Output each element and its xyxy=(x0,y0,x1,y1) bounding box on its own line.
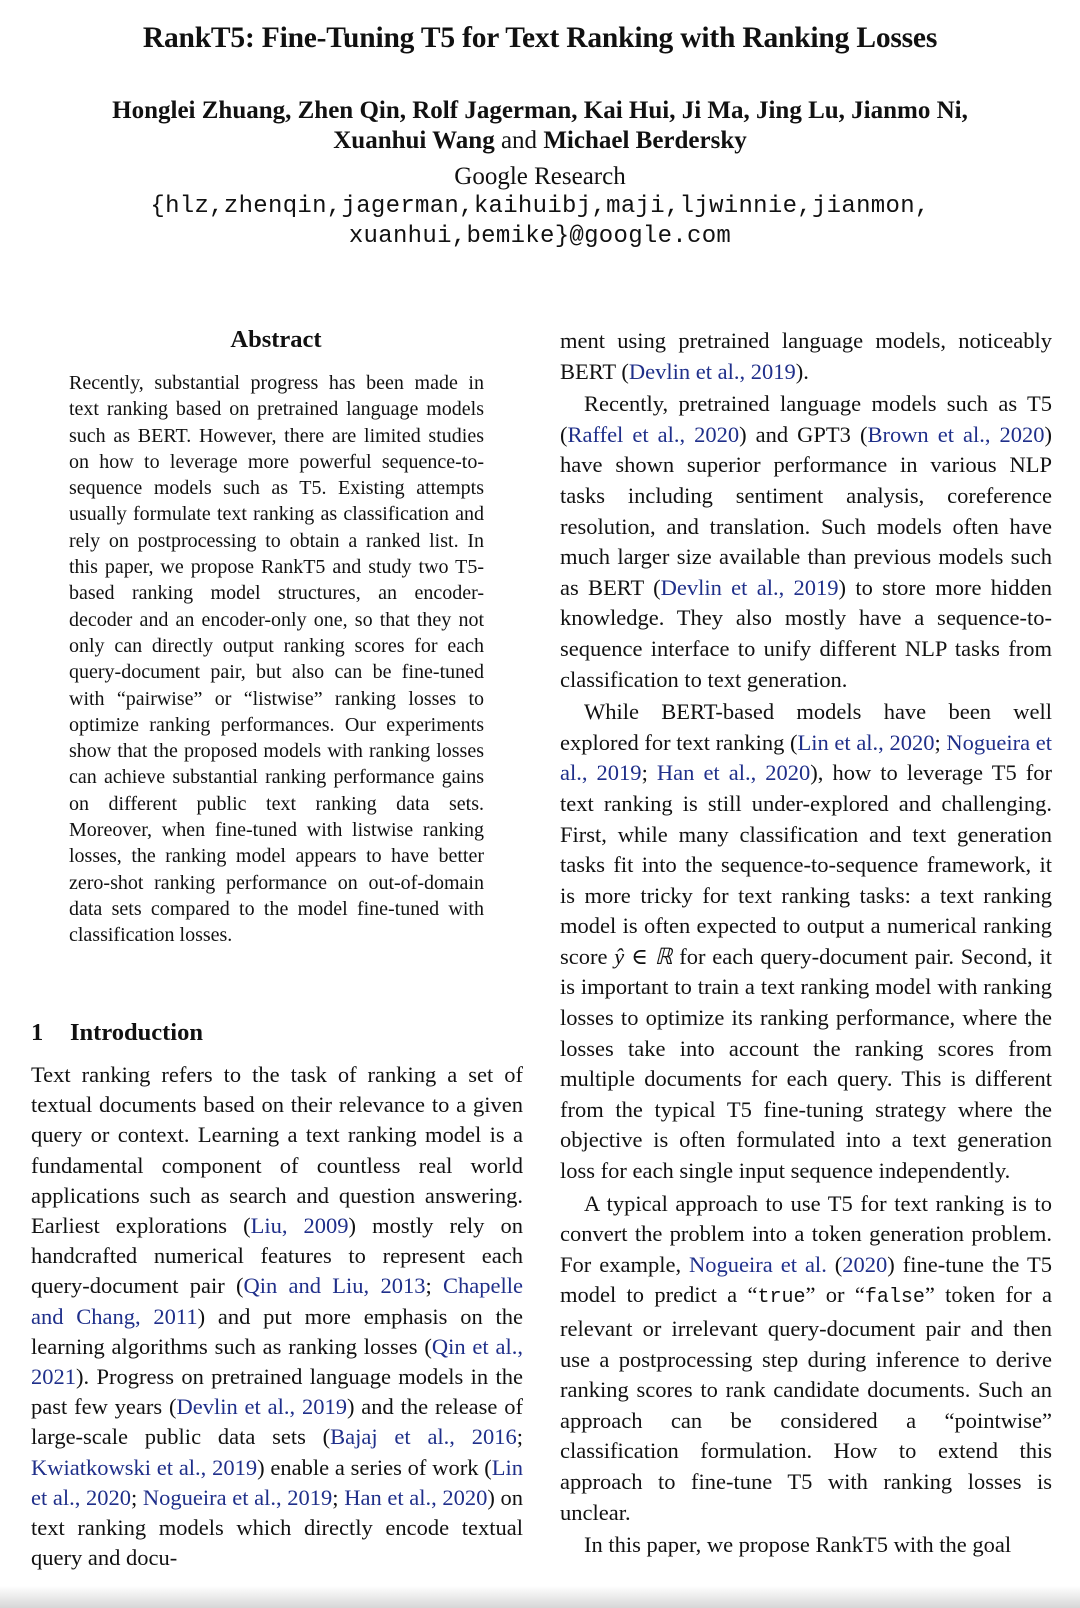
citation-link[interactable]: Lin et al., 2020 xyxy=(31,1454,523,1510)
citation-link[interactable]: 2020 xyxy=(842,1251,888,1277)
citation-link[interactable]: Devlin et al., 2019 xyxy=(628,358,796,384)
section-heading-introduction xyxy=(31,1019,203,1047)
citation-link[interactable]: Nogueira et al., 2019 xyxy=(142,1484,333,1510)
citation-link[interactable]: Lin et al., 2020 xyxy=(797,729,935,755)
citation-link[interactable]: Qin and Liu, 2013 xyxy=(243,1273,426,1299)
citation-link[interactable]: Nogueira et al., 2019 xyxy=(560,729,1052,786)
abstract-body: Recently, substantial progress has been made in text ranking based on pretrained language models such as BERT. However, there are limited studies on how to leverage more powerful sequence-to-sequence models such as T5. Existing attempts usually formulate text ranking as classification and rely on postprocessing to obtain a ranked list. In this paper, we propose RankT5 and study two T5-based ranking model structures, an encoder-decoder and an encoder-only one, so that they not only can directly output ranking scores for each query-document pair, but also can be fine-tuned with “pairwise” or “listwise” ranking losses to optimize ranking performances. Our experiments show that the proposed models with ranking losses can achieve substantial ranking performance gains on different public text ranking data sets. Moreover, when fine-tuned with listwise ranking losses, the ranking model appears to have better zero-shot ranking performance on out-of-domain data sets compared to the model fine-tuned with classification losses. xyxy=(69,372,484,947)
author-name: Xuanhui Wang xyxy=(333,127,495,154)
citation-link[interactable]: Devlin et al., 2019 xyxy=(176,1394,347,1420)
email-line-2: xuanhui,bemike}@google.com xyxy=(348,223,732,250)
author-list-line-1: Honglei Zhuang, Zhen Qin, Rolf Jagerman, Kai Hui, Ji Ma, Jing Lu, Jianmo Ni, xyxy=(112,97,968,124)
introduction-paragraph-3: While BERT-based models have been well explored for text ranking (Lin et al., 2020; Nogueira et al., 2019; Han et al., 2020), how to leverage T5 for text ranking is still under-explored and challenging. First, while many classification and text generation tasks fit into the sequence-to-sequence framework, it is more tricky for text ranking tasks: a text ranking model is often expected to output a numerical ranking score ŷ ∈ ℝ for each query-document pair. Second, it is important to train a text ranking model with ranking losses to optimize its ranking performance, where the losses take into account the ranking scores from multiple documents for each query. This is different from the typical T5 fine-tuning strategy where the objective is often formulated into a text generation loss for each single input sequence independently. xyxy=(560,699,1052,1184)
code-token-true: true xyxy=(757,1286,806,1310)
page-bottom-shadow xyxy=(0,1586,1080,1608)
section-title: Introduction xyxy=(70,1019,203,1046)
email-line-1: {hlz,zhenqin,jagerman,kaihuibj,maji,ljwinnie,jianmon, xyxy=(150,193,930,220)
citation-link[interactable]: Nogueira et al. xyxy=(689,1251,827,1277)
citation-link[interactable]: Han et al., 2020 xyxy=(656,760,811,786)
citation-link[interactable]: Liu, 2009 xyxy=(250,1213,349,1239)
math-expression: ŷ ∈ ℝ xyxy=(614,943,673,969)
introduction-paragraph-4: A typical approach to use T5 for text ranking is to convert the problem into a token generation problem. For example, Nogueira et al. (2020) fine-tune the T5 model to predict a “true” or “false” token for a relevant or irrelevant query-document pair and then use a postprocessing step during inference to derive ranking scores to rank candidate documents. Such an approach can be considered a “pointwise” classification formulation. How to extend this approach to fine-tune T5 with ranking losses is unclear. xyxy=(560,1190,1052,1525)
introduction-paragraph-1-continued: ment using pretrained language models, noticeably BERT (Devlin et al., 2019). xyxy=(560,328,1052,384)
code-token-false: false xyxy=(864,1286,925,1310)
citation-link[interactable]: Kwiatkowski et al., 2019 xyxy=(31,1454,258,1480)
introduction-paragraph-1: Text ranking refers to the task of ranking a set of textual documents based on their relevance to a given query or context. Learning a text ranking model is a fundamental component of countless real world applications such as search and question answering. Earliest explorations (Liu, 2009) mostly rely on handcrafted numerical features to represent each query-document pair (Qin and Liu, 2013; Chapelle and Chang, 2011) and put more emphasis on the learning algorithms such as ranking losses (Qin et al., 2021). Progress on pretrained language models in the past few years (Devlin et al., 2019) and the release of large-scale public data sets (Bajaj et al., 2016; Kwiatkowski et al., 2019) enable a series of work (Lin et al., 2020; Nogueira et al., 2019; Han et al., 2020) on text ranking models which directly encode textual query and docu- xyxy=(31,1062,523,1571)
citation-link[interactable]: Raffel et al., 2020 xyxy=(567,421,740,447)
abstract-heading: Abstract xyxy=(230,326,322,353)
citation-link[interactable]: Chapelle and Chang, 2011 xyxy=(31,1273,523,1329)
paper-title: RankT5: Fine-Tuning T5 for Text Ranking with Ranking Losses xyxy=(142,22,938,54)
introduction-paragraph-5: In this paper, we propose RankT5 with the goal xyxy=(584,1532,1012,1558)
citation-link[interactable]: Brown et al., 2020 xyxy=(867,421,1045,447)
citation-link[interactable]: Qin et al., 2021 xyxy=(31,1333,523,1390)
right-column xyxy=(560,326,1052,1563)
citation-link[interactable]: Han et al., 2020 xyxy=(344,1484,488,1510)
author-list-line-2 xyxy=(0,126,1080,156)
section-number: 1 xyxy=(31,1019,44,1046)
introduction-paragraph-2: Recently, pretrained language models such as T5 (Raffel et al., 2020) and GPT3 (Brown et al., 2020) have shown superior performance in various NLP tasks including sentiment analysis, coreference resolution, and translation. Such models often have much larger size available than previous models such as BERT (Devlin et al., 2019) to store more hidden knowledge. They also mostly have a sequence-to-sequence interface to unify different NLP tasks from classification to text generation. xyxy=(560,391,1053,692)
affiliation: Google Research xyxy=(454,163,626,190)
citation-link[interactable]: Devlin et al., 2019 xyxy=(660,574,839,600)
citation-link[interactable]: Bajaj et al., 2016 xyxy=(330,1424,517,1450)
author-name: Michael Berdersky xyxy=(543,127,747,154)
author-conjunction: and xyxy=(500,127,538,154)
